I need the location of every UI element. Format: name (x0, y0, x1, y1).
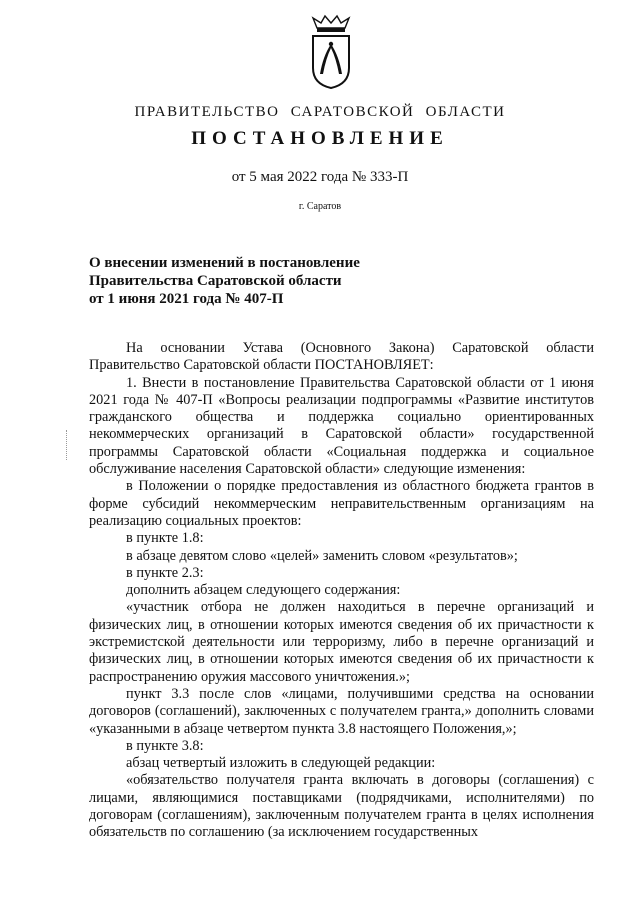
body-paragraph: 1. Внести в постановление Правительства Саратовской области от 1 июня 2021 года № 407-П «Вопросы реализации подпрограммы «Развитие институтов гражданского общества и поддержка социально ориентированных некоммерческих организаций в Саратовской области» государственной программы Саратовской области «Социальная поддержка и социальное обслуживание населения Саратовской области» следующие изменения: (89, 374, 594, 478)
title-line: О внесении изменений в постановление (89, 255, 360, 271)
title-line: от 1 июня 2021 года № 407-П (89, 291, 284, 307)
body-paragraph: «участник отбора не должен находиться в перечне организаций и физических лиц, в отношении которых имеются сведения об их причастности к экстремистской деятельности или терроризму, либо в перечне организаций и физических лиц, в отношении которых имеются сведения об их причастности к распространению оружия массового уничтожения.»; (89, 599, 594, 685)
margin-mark (66, 430, 68, 460)
document-type: ПОСТАНОВЛЕНИЕ (191, 128, 449, 149)
government-name: ПРАВИТЕЛЬСТВО САРАТОВСКОЙ ОБЛАСТИ (134, 104, 506, 120)
document-date-number: от 5 мая 2022 года № 333-П (231, 169, 409, 185)
document-body (89, 340, 594, 842)
document-title (89, 254, 489, 308)
saratov-coat-of-arms-icon (309, 14, 353, 90)
body-paragraph: абзац четвертый изложить в следующей редакции: (126, 755, 436, 772)
body-paragraph: в пункте 1.8: (126, 530, 204, 547)
document-city: г. Саратов (298, 201, 342, 212)
title-line: Правительства Саратовской области (89, 273, 342, 289)
body-paragraph: дополнить абзацем следующего содержания: (126, 582, 401, 599)
body-paragraph: пункт 3.3 после слов «лицами, получившими средства на основании договоров (соглашений), заключенных с получателем гранта,» дополнить словами «указанными в абзаце четвертом пункта 3.8 настоящего Положения,»; (89, 685, 594, 737)
body-paragraph: в пункте 2.3: (126, 564, 204, 581)
body-paragraph: «обязательство получателя гранта включать в договоры (соглашения) с лицами, являющимися поставщиками (подрядчиками, исполнителями) по договорам (соглашениям), заключенным получателем гранта в целях исполнения обязательств по соглашению (за исключением государственных (89, 772, 594, 841)
body-paragraph: в пункте 3.8: (126, 737, 204, 754)
body-paragraph: На основании Устава (Основного Закона) Саратовской области Правительство Саратовской области ПОСТАНОВЛЯЕТ: (89, 340, 594, 374)
body-paragraph: в абзаце девятом слово «целей» заменить словом «результатов»; (126, 547, 518, 564)
body-paragraph: в Положении о порядке предоставления из областного бюджета грантов в форме субсидий некоммерческим неправительственным организациям на реализацию социальных проектов: (89, 478, 594, 529)
